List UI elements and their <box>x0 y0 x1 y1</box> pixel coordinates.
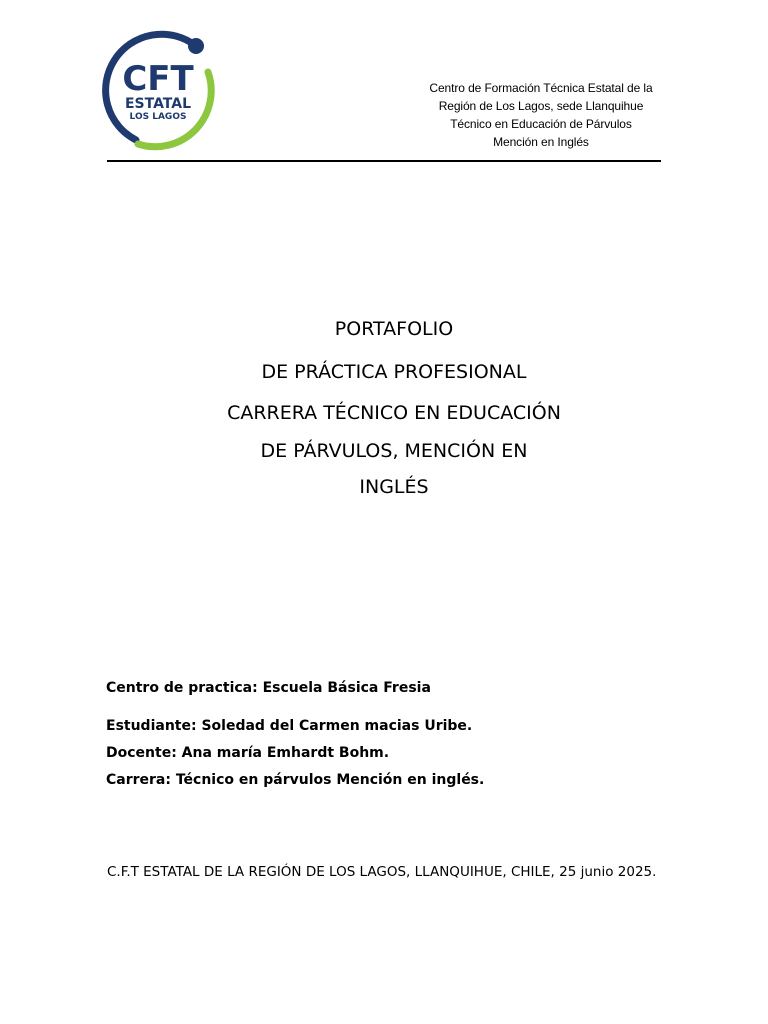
footer-location-date: C.F.T ESTATAL DE LA REGIÓN DE LOS LAGOS, LLANQUIHUE, CHILE, 25 junio 2025. <box>107 864 657 880</box>
institution-line: Técnico en Educación de Párvulos <box>450 117 632 131</box>
header-divider <box>107 160 661 162</box>
logo-sub-text-2: LOS LAGOS <box>129 112 187 122</box>
logo-sub-text-1: ESTATAL <box>124 96 192 112</box>
institution-line: Mención en Inglés <box>493 135 589 149</box>
cft-logo <box>100 26 220 154</box>
teacher-name: Docente: Ana maría Emhardt Bohm. <box>106 745 390 761</box>
institution-line: Centro de Formación Técnica Estatal de la <box>429 81 653 95</box>
title-line: DE PÁRVULOS, MENCIÓN EN <box>260 440 528 462</box>
title-line: CARRERA TÉCNICO EN EDUCACIÓN <box>227 402 561 424</box>
logo-brand-text: CFT <box>122 59 194 99</box>
title-line: PORTAFOLIO <box>334 318 454 340</box>
title-line: DE PRÁCTICA PROFESIONAL <box>261 361 527 383</box>
institution-line: Región de Los Lagos, sede Llanquihue <box>438 99 644 113</box>
institution-header <box>398 79 684 151</box>
practice-center: Centro de practica: Escuela Básica Fresia <box>106 680 431 696</box>
title-line: INGLÉS <box>359 476 429 498</box>
cft-logo-graphic <box>100 26 220 154</box>
career-name: Carrera: Técnico en párvulos Mención en inglés. <box>106 772 485 788</box>
student-name: Estudiante: Soledad del Carmen macias Uribe. <box>106 718 473 734</box>
